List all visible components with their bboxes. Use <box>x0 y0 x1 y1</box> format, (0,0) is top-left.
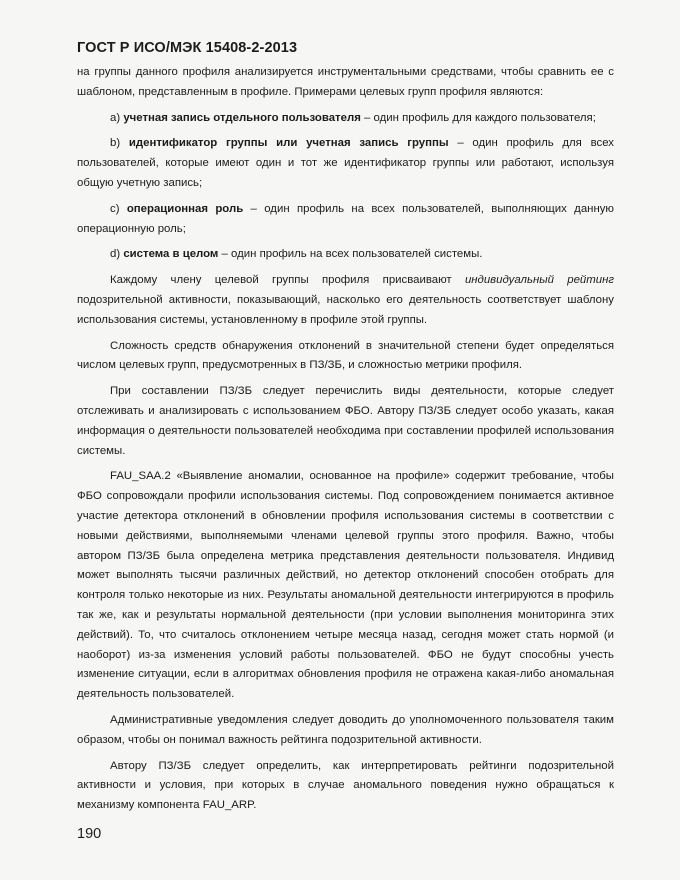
body-text <box>77 63 614 816</box>
paragraph: При составлении ПЗ/ЗБ следует перечислить виды деятельности, которые следует отслеживать и анализировать с использованием ФБО. Автору ПЗ/ЗБ следует особо указать, какая информация о деятельности пользователей необходима при составлении профилей использования системы. <box>77 385 614 457</box>
list-item-a: a) учетная запись отдельного пользователя – один профиль для каждого пользователя; <box>110 111 596 124</box>
page-number: 190 <box>77 826 102 842</box>
paragraph: Административные уведомления следует доводить до уполномоченного пользователя таким образом, чтобы он понимал важность рейтинга подозрительной активности. <box>77 713 614 746</box>
list-term: операционная роль <box>126 202 244 215</box>
list-item-b: b) идентификатор группы или учетная запись группы – один профиль для всех пользователей, которые имеют один и тот же идентификатор группы или работают, используя общую учетную запись; <box>77 137 614 189</box>
list-term: система в целом <box>123 248 219 261</box>
list-item-d: d) система в целом – один профиль на всех пользователей системы. <box>110 248 483 261</box>
paragraph: Сложность средств обнаружения отклонений в значительной степени будет определяться числом целевых групп, предусмотренных в ПЗ/ЗБ, и сложностью метрики профиля. <box>77 339 614 372</box>
list-term: учетная запись отдельного пользователя <box>123 111 361 124</box>
document-header: ГОСТ Р ИСО/МЭК 15408-2-2013 <box>77 40 298 56</box>
list-item-c: c) операционная роль – один профиль на всех пользователей, выполняющих данную операционную роль; <box>77 202 614 235</box>
paragraph: Автору ПЗ/ЗБ следует определить, как интерпретировать рейтинги подозрительной активности и условия, при которых в случае аномального поведения нужно обращаться к механизму компонента FAU_ARP. <box>77 759 614 812</box>
paragraph: FAU_SAA.2 «Выявление аномалии, основанное на профиле» содержит требование, чтобы ФБО сопровождали профили использования системы. Под сопровождением понимается активное участие детектора отклонений в обновлении профиля использования системы в соответствии с новыми действиями, выполняемыми членами целевой группы этого профиля. Важно, чтобы автором ПЗ/ЗБ была определена метрика представления деятельности пользователя. Индивид может выполнять тысячи различных действий, но детектор отклонений способен отобрать для контроля только некоторые из них. Результаты аномальной деятельности интегрируются в профиль так же, как и результаты нормальной деятельности (при условии выполнения мониторинга этих действий). То, что считалось отклонением четыре месяца назад, сегодня может стать нормой (и наоборот) из-за изменения условий работы пользователей. ФБО не будут способны учесть изменение ситуации, если в алгоритмах обновления профиля не отражена какая-либо аномальная деятельность пользователей. <box>77 470 614 701</box>
intro-paragraph: на группы данного профиля анализируется инструментальными средствами, чтобы сравнить ее с шаблоном, представленным в профиле. Примерами целевых групп профиля являются: <box>77 66 614 98</box>
italic-term: индивидуальный рейтинг <box>464 274 614 287</box>
list-term: идентификатор группы или учетная запись группы <box>128 137 449 150</box>
rating-paragraph: Каждому члену целевой группы профиля присваивают индивидуальный рейтинг подозрительной активности, показывающий, насколько его деятельность соответствует шаблону использования системы, установленному в профиле этой группы. <box>77 274 614 326</box>
